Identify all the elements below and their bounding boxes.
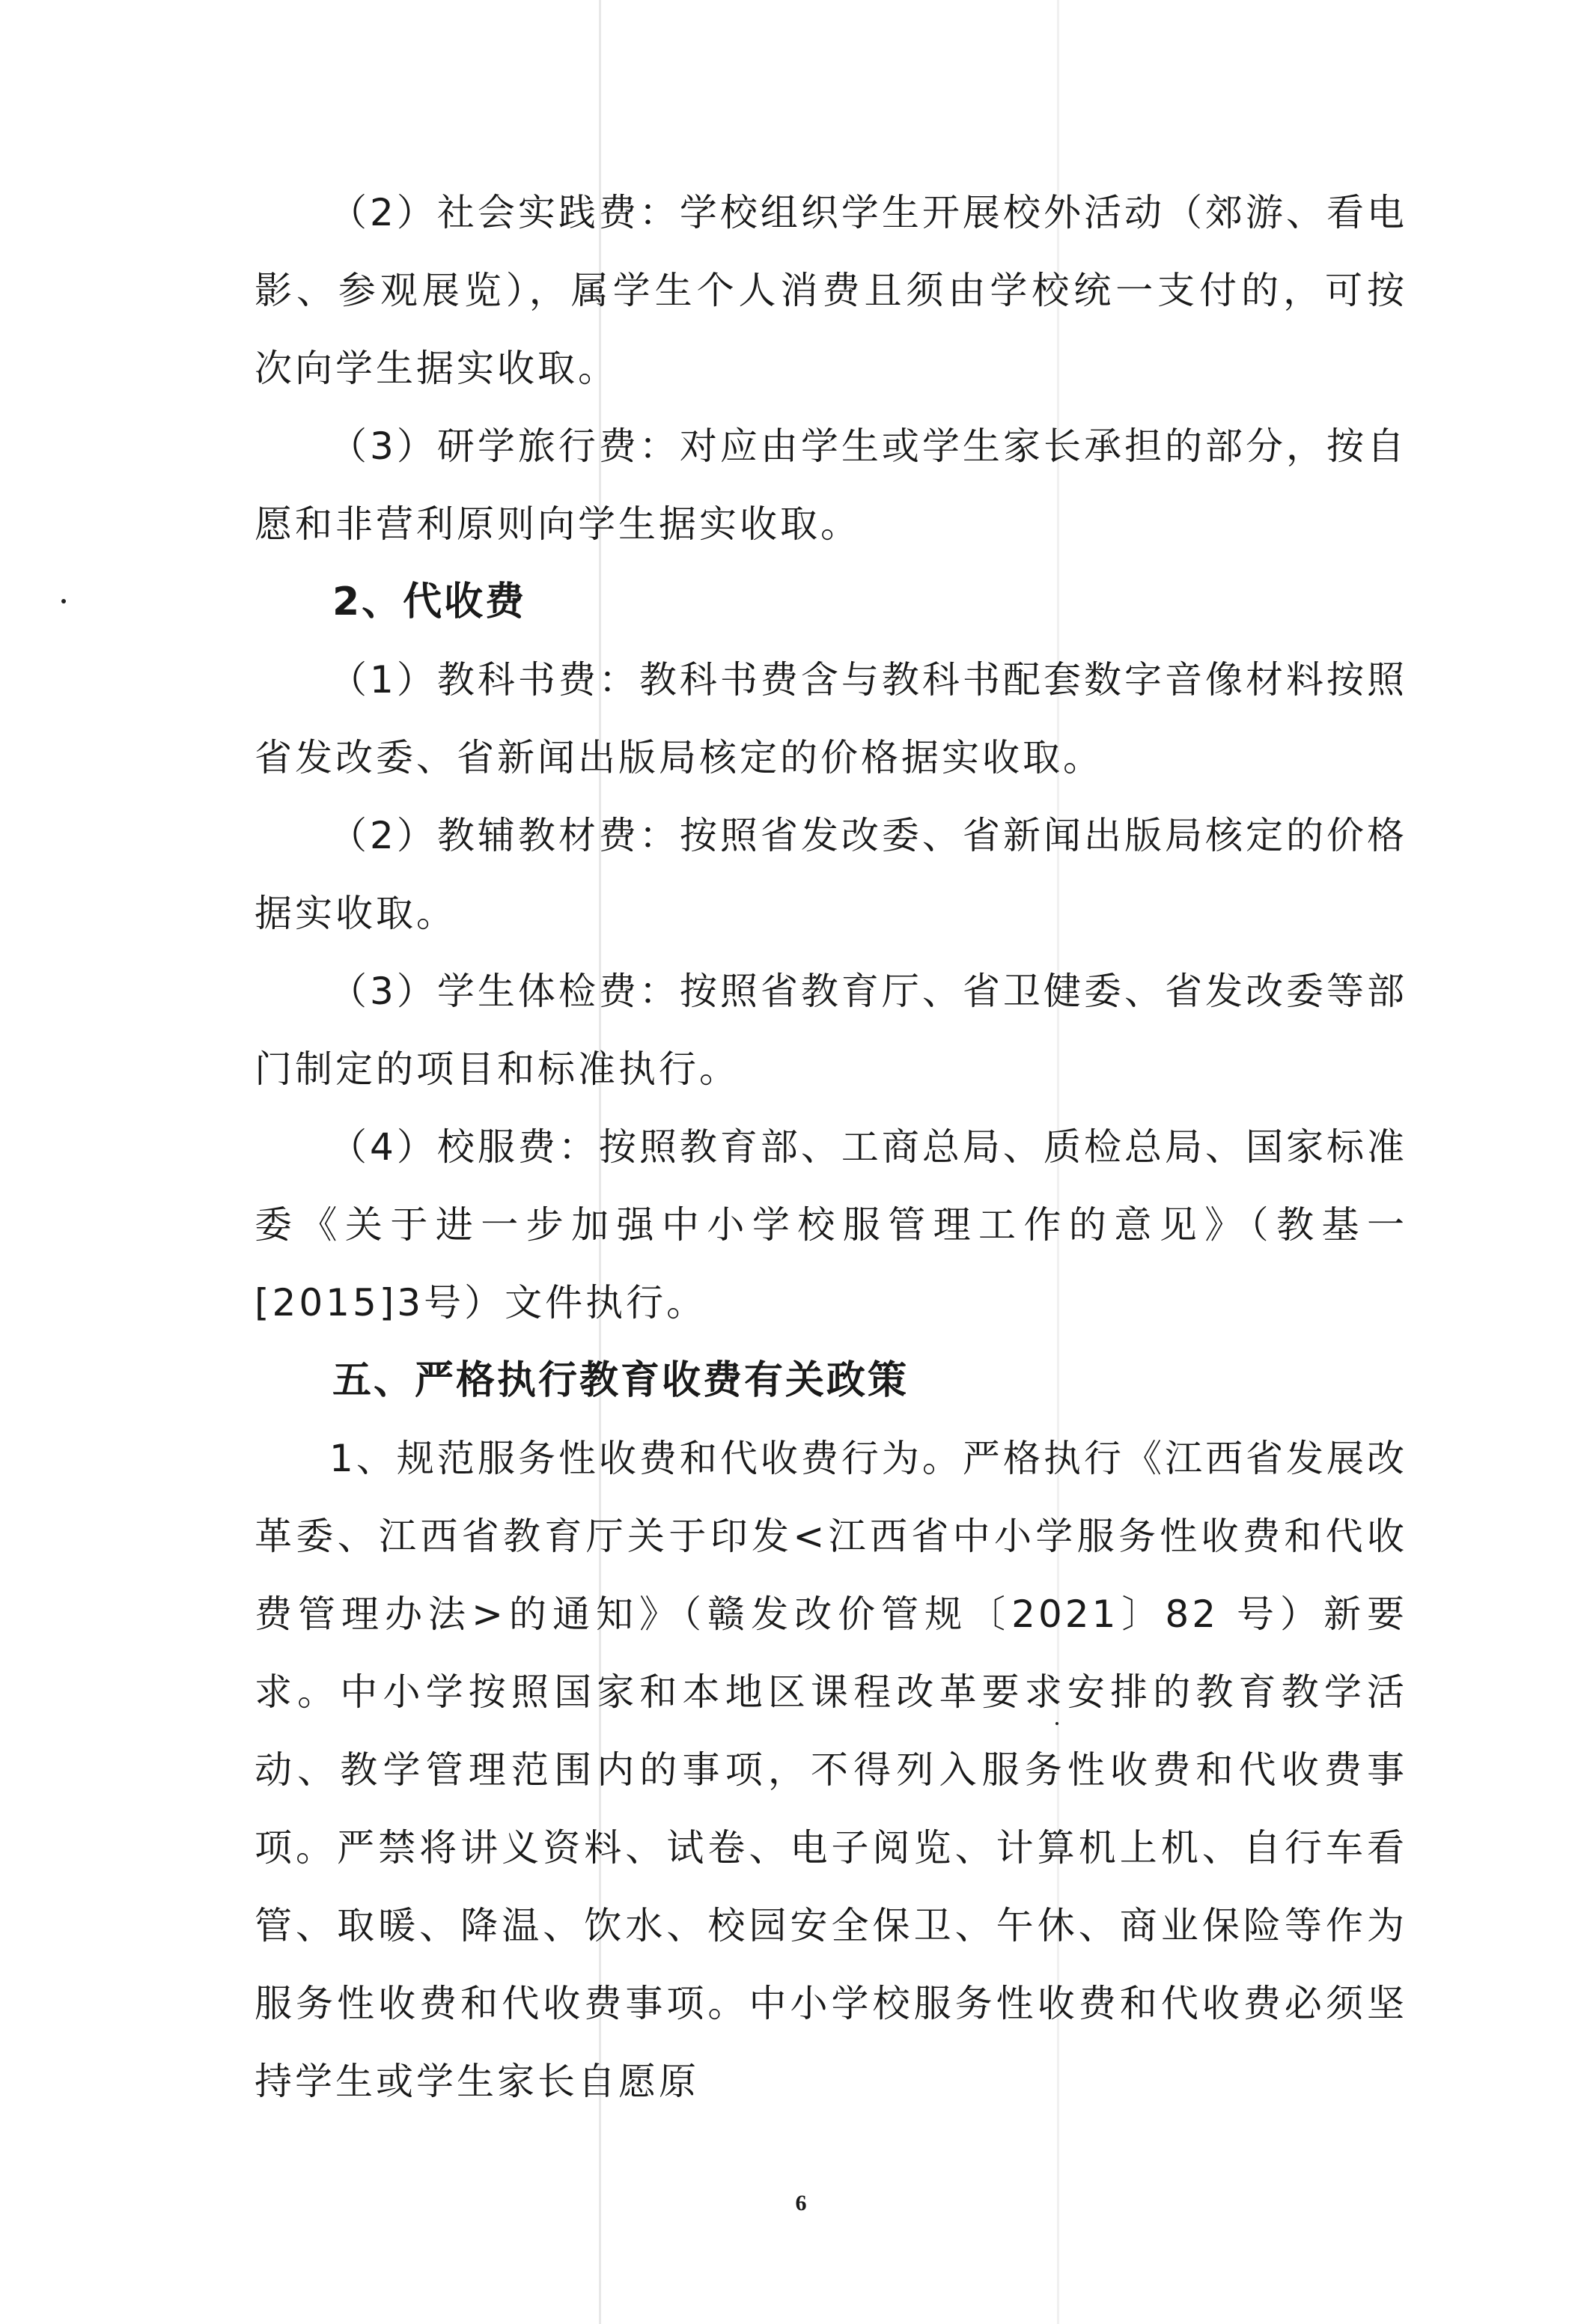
section-heading-collection-fees: 2、代收费 [332, 580, 527, 624]
paragraph-regulate-fees: 1、规范服务性收费和代收费行为。严格执行《江西省发展改革委、江西省教育厅关于印发<江西省中小学服务性收费和代收费管理办法>的通知》（赣发改价管规〔2021〕82 号）新要求。中小学按照国家和本地区课程改革要求安排的教育教学活动、教学管理范围内的事项，不得列入服务性收费和代收费事项。严禁将讲义资料、试卷、电子阅览、计算机上机、自行车看管、取暖、降温、饮水、校园安全保卫、午休、商业保险等作为服务性收费和代收费事项。中小学校服务性收费和代收费必须坚持学生或学生家长自愿原 [255, 1437, 1407, 2103]
paragraph-teaching-material-fee: （2）教辅教材费：按照省发改委、省新闻出版局核定的价格据实收取。 [255, 814, 1407, 935]
document-body [255, 174, 1407, 2120]
paragraph-study-travel-fee: （3）研学旅行费：对应由学生或学生家长承担的部分，按自愿和非营利原则向学生据实收取。 [255, 425, 1407, 546]
paragraph-health-check-fee: （3）学生体检费：按照省教育厅、省卫健委、省发改委等部门制定的项目和标准执行。 [255, 970, 1407, 1091]
paragraph-social-practice-fee: （2）社会实践费：学校组织学生开展校外活动（郊游、看电影、参观展览），属学生个人消费且须由学校统一支付的，可按次向学生据实收取。 [255, 191, 1407, 390]
paragraph-uniform-fee: （4）校服费：按照教育部、工商总局、质检总局、国家标准委《关于进一步加强中小学校服管理工作的意见》（教基一[2015]3号）文件执行。 [255, 1125, 1407, 1324]
scan-speck [61, 599, 66, 603]
page-number: 6 [795, 2191, 807, 2215]
paragraph-textbook-fee: （1）教科书费：教科书费含与教科书配套数字音像材料按照省发改委、省新闻出版局核定的价格据实收取。 [255, 658, 1407, 779]
section-heading-policy: 五、严格执行教育收费有关政策 [332, 1358, 910, 1403]
